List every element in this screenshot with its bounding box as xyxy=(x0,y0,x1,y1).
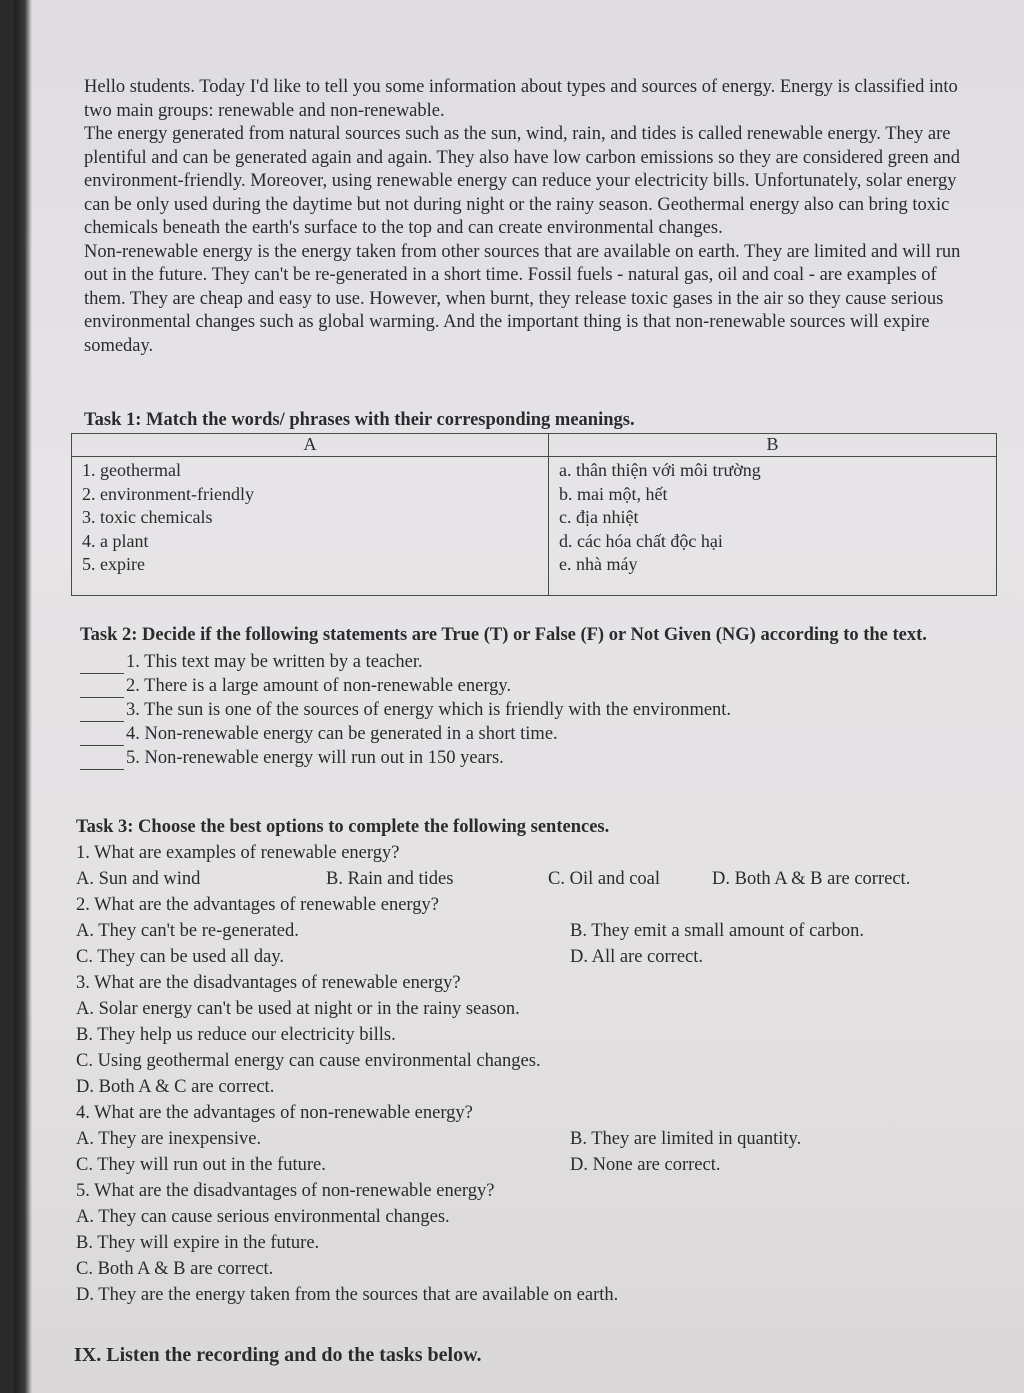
section-ix-heading: IX. Listen the recording and do the tasks below. xyxy=(74,1344,482,1366)
meaning-item: d. các hóa chất độc hại xyxy=(559,530,723,551)
statement-item xyxy=(80,674,1010,698)
question-2: 2. What are the advantages of renewable energy? xyxy=(76,895,439,915)
option-b[interactable]: B. They will expire in the future. xyxy=(76,1233,320,1253)
column-b-cell xyxy=(549,457,997,596)
answer-blank[interactable] xyxy=(80,703,124,722)
statement-text: 4. Non-renewable energy can be generated in a short time. xyxy=(126,724,558,744)
option-b[interactable]: B. They help us reduce our electricity bills. xyxy=(76,1025,396,1045)
statement-item xyxy=(80,722,1010,746)
statement-text: 3. The sun is one of the sources of energy which is friendly with the environment. xyxy=(126,700,732,720)
task2-title: Task 2: Decide if the following statements are True (T) or False (F) or Not Given (NG) according to the text. xyxy=(80,625,927,645)
matching-table xyxy=(71,433,997,596)
task2-section xyxy=(80,620,1010,770)
column-b-header: B xyxy=(549,434,997,457)
question-2-options xyxy=(76,918,1006,970)
option-c[interactable]: C. Oil and coal xyxy=(548,869,661,889)
passage-paragraph-2: The energy generated from natural sources such as the sun, wind, rain, and tides is called renewable energy. They are plentiful and can be generated again and again. They also have low carbon emissions so they are considered green and environment-friendly. Moreover, using renewable energy can reduce your electricity bills. Unfortunately, solar energy can be only used during the daytime but not during night or the rainy season. Geothermal energy also can bring toxic chemicals beneath the earth's surface to the top and can create environmental changes. xyxy=(84,124,961,238)
option-d[interactable]: D. None are correct. xyxy=(570,1155,721,1175)
option-d[interactable]: D. They are the energy taken from the sources that are available on earth. xyxy=(76,1285,619,1305)
column-a-header: A xyxy=(72,434,549,457)
option-c[interactable]: C. They can be used all day. xyxy=(76,947,285,967)
answer-blank[interactable] xyxy=(80,679,124,698)
task3-section xyxy=(76,814,1006,1308)
question-3: 3. What are the disadvantages of renewable energy? xyxy=(76,973,461,993)
meaning-item: c. địa nhiệt xyxy=(559,507,639,527)
option-b[interactable]: B. They emit a small amount of carbon. xyxy=(570,921,865,941)
option-b[interactable]: B. They are limited in quantity. xyxy=(570,1129,802,1149)
word-item: 2. environment-friendly xyxy=(82,483,254,504)
question-1-options xyxy=(76,866,1006,892)
meaning-item: a. thân thiện với môi trường xyxy=(559,460,761,480)
meaning-item: e. nhà máy xyxy=(559,554,638,574)
question-1: 1. What are examples of renewable energy? xyxy=(76,843,400,863)
column-a-cell xyxy=(72,457,549,596)
word-item: 3. toxic chemicals xyxy=(82,507,213,527)
word-item: 4. a plant xyxy=(82,530,149,551)
option-a[interactable]: A. Solar energy can't be used at night or in the rainy season. xyxy=(76,999,520,1019)
option-a[interactable]: A. They are inexpensive. xyxy=(76,1129,262,1149)
question-5: 5. What are the disadvantages of non-renewable energy? xyxy=(76,1181,495,1201)
statement-item xyxy=(80,746,1010,770)
answer-blank[interactable] xyxy=(80,655,124,674)
option-c[interactable]: C. Both A & B are correct. xyxy=(76,1259,274,1279)
word-item: 1. geothermal xyxy=(82,460,181,480)
page-edge-shadow xyxy=(14,0,32,1393)
option-d[interactable]: D. Both A & B are correct. xyxy=(712,869,911,889)
task1-title: Task 1: Match the words/ phrases with their corresponding meanings. xyxy=(84,410,635,430)
passage-paragraph-3: Non-renewable energy is the energy taken from other sources that are available on earth. They are limited and will run out in the future. They can't be re-generated in a short time. Fossil fuels - natural gas, oil and coal - are examples of them. They are cheap and easy to use. However, when burnt, they release toxic gases in the air so they cause serious environmental changes such as global warming. And the important thing is that non-renewable sources will expire someday. xyxy=(84,241,961,356)
statement-text: 1. This text may be written by a teacher. xyxy=(126,652,423,672)
meaning-item: b. mai một, hết xyxy=(559,483,668,504)
passage-paragraph-1: Hello students. Today I'd like to tell you some information about types and sources of energy. Energy is classified into two main groups: renewable and non-renewable. xyxy=(84,77,958,121)
question-4: 4. What are the advantages of non-renewable energy? xyxy=(76,1103,473,1123)
answer-blank[interactable] xyxy=(80,751,124,770)
statement-item xyxy=(80,650,1010,674)
option-c[interactable]: C. Using geothermal energy can cause environmental changes. xyxy=(76,1051,541,1071)
option-b[interactable]: B. Rain and tides xyxy=(326,869,454,889)
option-c[interactable]: C. They will run out in the future. xyxy=(76,1155,326,1175)
statement-text: 2. There is a large amount of non-renewable energy. xyxy=(126,676,512,696)
option-d[interactable]: D. All are correct. xyxy=(570,947,704,967)
statement-item xyxy=(80,698,1010,722)
option-a[interactable]: A. They can cause serious environmental changes. xyxy=(76,1207,450,1227)
option-a[interactable]: A. They can't be re-generated. xyxy=(76,921,299,941)
reading-passage xyxy=(84,76,974,358)
option-d[interactable]: D. Both A & C are correct. xyxy=(76,1077,275,1097)
option-a[interactable]: A. Sun and wind xyxy=(76,869,201,889)
task3-title: Task 3: Choose the best options to complete the following sentences. xyxy=(76,817,610,837)
question-4-options xyxy=(76,1126,1006,1178)
statement-text: 5. Non-renewable energy will run out in 150 years. xyxy=(126,748,504,768)
answer-blank[interactable] xyxy=(80,727,124,746)
word-item: 5. expire xyxy=(82,554,145,574)
worksheet-page xyxy=(14,0,1024,1393)
